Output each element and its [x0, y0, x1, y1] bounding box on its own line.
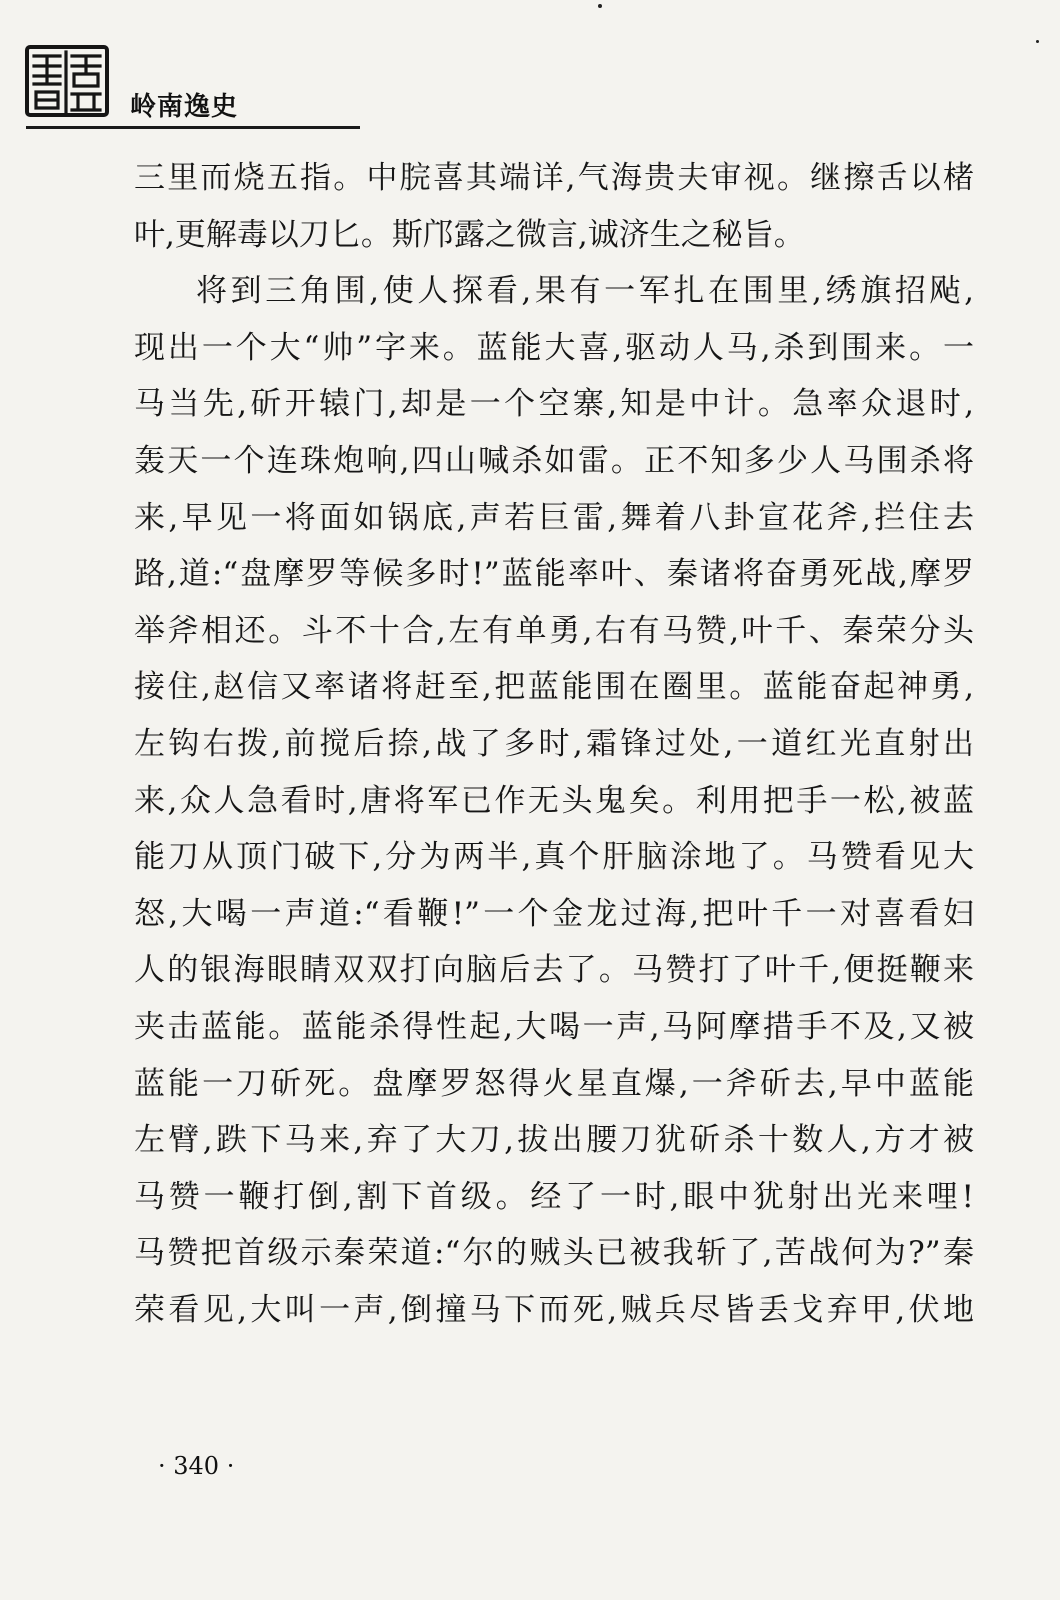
- text-line: 现出一个大“帅”字来。蓝能大喜,驱动人马,杀到围来。一: [134, 329, 974, 366]
- text-line: 将到三角围,使人探看,果有一军扎在围里,绣旗招飐,: [196, 273, 974, 310]
- text-line: 夹击蓝能。蓝能杀得性起,大喝一声,马阿摩措手不及,又被: [134, 1008, 974, 1045]
- text-line: 叶,更解毒以刀匕。斯邝露之微言,诚济生之秘旨。: [134, 216, 805, 253]
- text-line: 怒,大喝一声道:“看鞭!”一个金龙过海,把叶千一对喜看妇: [134, 895, 974, 932]
- text-line: 蓝能一刀斫死。盘摩罗怒得火星直爆,一斧斫去,早中蓝能: [134, 1065, 974, 1102]
- seal-logo-icon: [24, 44, 110, 118]
- text-line: 举斧相还。斗不十合,左有单勇,右有马赞,叶千、秦荣分头: [134, 612, 974, 649]
- text-line: 来,众人急看时,唐将军已作无头鬼矣。利用把手一松,被蓝: [134, 782, 974, 819]
- page-number: · 340 ·: [158, 1452, 235, 1480]
- seal-logo: [24, 44, 110, 118]
- book-title: 岭南逸史: [130, 92, 239, 122]
- header-rule: [26, 126, 360, 129]
- text-line: 三里而烧五指。中脘喜其端详,气海贵夫审视。继擦舌以楮: [134, 160, 974, 196]
- text-line: 能刀从顶门破下,分为两半,真个肝脑涂地了。马赞看见大: [134, 839, 974, 876]
- text-line: 左钩右拨,前搅后捺,战了多时,霜锋过处,一道红光直射出: [134, 725, 974, 762]
- body-text: [134, 150, 974, 1338]
- text-line: 路,道:“盘摩罗等候多时!”蓝能率叶、秦诸将奋勇死战,摩罗: [134, 556, 974, 593]
- text-line: 左臂,跌下马来,弃了大刀,拔出腰刀犹斫杀十数人,方才被: [134, 1122, 974, 1159]
- text-line: 荣看见,大叫一声,倒撞马下而死,贼兵尽皆丢戈弃甲,伏地: [134, 1291, 974, 1328]
- text-line: 来,早见一将面如锅底,声若巨雷,舞着八卦宣花斧,拦住去: [134, 499, 974, 536]
- scan-speck: [1036, 40, 1039, 43]
- text-line: 接住,赵信又率诸将赶至,把蓝能围在圈里。蓝能奋起神勇,: [134, 669, 974, 706]
- scan-speck: [598, 4, 602, 8]
- text-line: 马赞把首级示秦荣道:“尔的贼头已被我斩了,苦战何为?”秦: [134, 1235, 974, 1272]
- text-line: 马赞一鞭打倒,割下首级。经了一时,眼中犹射出光来哩!: [134, 1178, 974, 1215]
- text-line: 人的银海眼睛双双打向脑后去了。马赞打了叶千,便挺鞭来: [134, 952, 974, 989]
- text-line: 轰天一个连珠炮响,四山喊杀如雷。正不知多少人马围杀将: [134, 442, 974, 479]
- text-line: 马当先,斫开辕门,却是一个空寨,知是中计。急率众退时,: [134, 386, 974, 423]
